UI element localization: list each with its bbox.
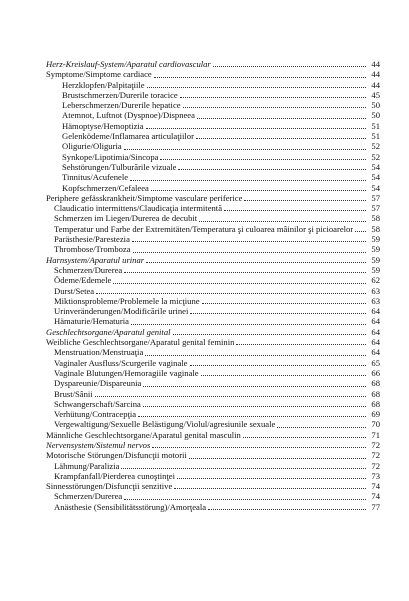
toc-entry-page: 74 (371, 491, 380, 502)
toc-entry-page: 44 (371, 59, 380, 69)
toc-entry (46, 80, 380, 90)
toc-entry-title: Weibliche Geschlechtsorgane/Aparatul genital feminin (46, 337, 235, 348)
toc-entry-title: Gelenködeme/Inflamarea articulaţiilor (62, 131, 194, 142)
toc-entry (46, 286, 380, 296)
toc-entry-title: Synkope/Lipotimia/Sincopa (62, 151, 159, 162)
dot-leader (183, 107, 366, 108)
dot-leader (145, 355, 366, 356)
toc-entry (46, 172, 380, 182)
toc-entry (46, 110, 380, 120)
dot-leader (160, 159, 366, 160)
toc-entry-page: 63 (371, 285, 380, 296)
toc-entry-page: 70 (371, 419, 380, 430)
toc-entry-page: 57 (371, 203, 380, 214)
toc-entry (46, 347, 380, 357)
toc-entry (46, 337, 380, 347)
toc-entry-page: 59 (371, 244, 380, 255)
dot-leader (130, 180, 366, 181)
dot-leader (132, 241, 366, 242)
toc-entry (46, 491, 380, 501)
toc-entry (46, 255, 380, 265)
dot-leader (190, 313, 366, 314)
dot-leader (202, 303, 366, 304)
toc-entry (46, 502, 380, 512)
toc-entry (46, 481, 380, 491)
toc-entry-title: Atemnot, Luftnot (Dyspnoe)/Dispneea (62, 110, 195, 121)
toc-entry-page: 77 (371, 501, 380, 512)
toc-entry-page: 58 (371, 223, 380, 234)
dot-leader (213, 66, 366, 67)
toc-entry (46, 59, 380, 69)
toc-entry-title: Kopfschmerzen/Cefaleea (62, 182, 149, 193)
dot-leader (152, 447, 366, 448)
toc-entry (46, 389, 380, 399)
toc-entry (46, 244, 380, 254)
toc-entry-title: Motorische Störungen/Disfuncţii motorii (46, 450, 187, 461)
toc-entry-title: Symptome/Simptome cardiace (46, 69, 152, 80)
dot-leader (196, 138, 366, 139)
toc-entry-title: Sinnesstörungen/Disfuncţii senzitive (46, 481, 173, 492)
dot-leader (180, 97, 366, 98)
dot-leader (138, 416, 366, 417)
toc-entry-title: Hämoptyse/Hemoptizia (62, 120, 144, 131)
toc-entry-page: 68 (371, 378, 380, 389)
toc-entry-title: Hämaturie/Hematuria (54, 316, 129, 327)
toc-entry (46, 265, 380, 275)
toc-entry-page: 52 (371, 151, 380, 162)
dot-leader (201, 375, 366, 376)
toc-entry-page: 52 (371, 141, 380, 152)
toc-entry (46, 399, 380, 409)
toc-entry-title: Menstruation/Menstruaţia (54, 347, 144, 358)
toc-entry-title: Durst/Setea (54, 285, 95, 296)
toc-entry (46, 141, 380, 151)
toc-entry-page: 64 (371, 326, 380, 337)
toc-entry (46, 90, 380, 100)
toc-entry-title: Tinnitus/Acufenele (62, 172, 129, 183)
toc-entry-title: Sehstörungen/Tulburările vizuale (62, 161, 177, 172)
dot-leader (124, 272, 366, 273)
toc-entry-page: 44 (371, 79, 380, 90)
toc-entry-page: 72 (371, 439, 380, 450)
toc-entry-title: Vergewaltigung/Sexuelle Belästigung/Violul/agresiunile sexuale (54, 419, 276, 430)
dot-leader (236, 344, 366, 345)
dot-leader (244, 200, 366, 201)
toc-entry-title: Krampfanfall/Pierderea cunoştinţei (54, 470, 175, 481)
toc-entry (46, 121, 380, 131)
dot-leader (143, 406, 366, 407)
toc-entry-title: Oligurie/Oliguria (62, 141, 122, 152)
toc-entry (46, 316, 380, 326)
toc-entry-title: Claudicatio intermittens/Claudicaţia intermitentă (54, 203, 223, 214)
toc-entry-page: 57 (371, 192, 380, 203)
toc-entry-title: Harnsystem/Aparatul urinar (46, 254, 145, 265)
dot-leader (173, 334, 366, 335)
toc-entry-title: Brust/Sânii (54, 388, 93, 399)
dot-leader (113, 283, 366, 284)
dot-leader (124, 499, 366, 500)
toc-entry-page: 64 (371, 337, 380, 348)
toc-entry-title: Ödeme/Edemele (54, 275, 112, 286)
toc-entry (46, 440, 380, 450)
toc-entry-title: Schmerzen/Durerea (54, 491, 123, 502)
toc-entry (46, 193, 380, 203)
toc-entry (46, 183, 380, 193)
toc-entry-title: Schmerzen im Liegen/Durerea de decubit (54, 213, 198, 224)
toc-entry-page: 64 (371, 347, 380, 358)
toc-entry-page: 68 (371, 388, 380, 399)
toc-entry-page: 59 (371, 264, 380, 275)
toc-entry-page: 51 (371, 131, 380, 142)
dot-leader (131, 324, 366, 325)
toc-entry-page: 69 (371, 409, 380, 420)
dot-leader (151, 190, 366, 191)
toc-entry (46, 152, 380, 162)
toc-entry-page: 54 (371, 182, 380, 193)
toc-entry-page: 58 (371, 213, 380, 224)
toc-entry-page: 51 (371, 120, 380, 131)
dot-leader (146, 262, 366, 263)
toc-entry-page: 72 (371, 450, 380, 461)
toc-entry-page: 66 (371, 367, 380, 378)
dot-leader (154, 77, 366, 78)
toc-entry-title: Anästhesie (Sensibilitätsstörung)/Amorţeala (54, 501, 207, 512)
toc-entry-page: 59 (371, 254, 380, 265)
dot-leader (243, 437, 366, 438)
dot-leader (124, 149, 366, 150)
table-of-contents (46, 59, 380, 512)
toc-entry-title: Lähmung/Paralizia (54, 460, 120, 471)
dot-leader (208, 509, 366, 510)
toc-entry-page: 54 (371, 172, 380, 183)
toc-entry-title: Temperatur und Farbe der Extremitäten/Temperatura şi culoarea mâinilor şi picioarelor (54, 223, 354, 234)
toc-entry (46, 234, 380, 244)
toc-entry-title: Schwangerschaft/Sarcina (54, 398, 141, 409)
toc-entry-title: Brustschmerzen/Durerile toracice (62, 89, 178, 100)
toc-entry-title: Dyspareunie/Dispareunia (54, 378, 142, 389)
toc-entry-page: 50 (371, 110, 380, 121)
dot-leader (190, 365, 367, 366)
dot-leader (197, 118, 366, 119)
dot-leader (146, 128, 366, 129)
toc-entry (46, 327, 380, 337)
toc-entry-page: 65 (371, 357, 380, 368)
dot-leader (177, 478, 366, 479)
dot-leader (174, 488, 366, 489)
toc-entry-page: 54 (371, 161, 380, 172)
toc-entry (46, 296, 380, 306)
toc-entry-title: Herz-Kreislauf-System/Aparatul cardiovascular (46, 59, 211, 69)
dot-leader (133, 252, 366, 253)
toc-entry (46, 378, 380, 388)
toc-entry (46, 450, 380, 460)
toc-entry-page: 74 (371, 481, 380, 492)
toc-entry (46, 162, 380, 172)
toc-entry-title: Miktionsprobleme/Problemele la micţiune (54, 295, 200, 306)
toc-entry-title: Periphere gefässkrankheit/Simptome vasculare periferice (46, 192, 243, 203)
toc-entry-title: Männliche Geschlechtsorgane/Aparatul genital masculin (46, 429, 241, 440)
toc-entry-page: 63 (371, 295, 380, 306)
toc-entry (46, 100, 380, 110)
toc-entry (46, 471, 380, 481)
toc-entry-title: Leberschmerzen/Durerile hepatice (62, 100, 181, 111)
toc-entry-page: 59 (371, 234, 380, 245)
dot-leader (178, 169, 366, 170)
dot-leader (277, 427, 366, 428)
toc-entry (46, 409, 380, 419)
toc-entry (46, 213, 380, 223)
toc-entry (46, 419, 380, 429)
dot-leader (96, 293, 366, 294)
toc-entry (46, 275, 380, 285)
toc-entry-page: 64 (371, 306, 380, 317)
toc-entry (46, 203, 380, 213)
toc-entry-page: 45 (371, 89, 380, 100)
toc-entry (46, 461, 380, 471)
toc-entry (46, 306, 380, 316)
toc-entry-page: 71 (371, 429, 380, 440)
dot-leader (121, 468, 366, 469)
toc-entry-title: Vaginaler Ausfluss/Scurgerile vaginale (54, 357, 188, 368)
toc-entry-page: 73 (371, 470, 380, 481)
dot-leader (95, 396, 366, 397)
toc-entry-page: 44 (371, 69, 380, 80)
toc-entry-page: 68 (371, 398, 380, 409)
toc-entry-title: Verhütung/Contracepţia (54, 409, 137, 420)
dot-leader (199, 221, 366, 222)
toc-entry (46, 430, 380, 440)
toc-entry-title: Herzklopfen/Palpitaţiile (62, 79, 145, 90)
toc-entry-title: Thrombose/Tromboza (54, 244, 131, 255)
dot-leader (189, 458, 366, 459)
toc-entry-page: 72 (371, 460, 380, 471)
toc-entry (46, 224, 380, 234)
dot-leader (355, 231, 366, 232)
toc-entry (46, 368, 380, 378)
toc-entry-title: Parästhesie/Parestezia (54, 234, 130, 245)
toc-entry-title: Geschlechtsorgane/Aparatul genital (46, 326, 171, 337)
dot-leader (143, 386, 366, 387)
dot-leader (147, 87, 366, 88)
toc-entry-page: 62 (371, 275, 380, 286)
toc-entry-title: Vaginale Blutungen/Hemoragiile vaginale (54, 367, 199, 378)
toc-entry-page: 50 (371, 100, 380, 111)
toc-entry-title: Urinveränderungen/Modificările urinei (54, 306, 189, 317)
toc-entry-title: Nervensystem/Sistemul nervos (46, 439, 151, 450)
toc-entry (46, 131, 380, 141)
toc-entry-title: Schmerzen/Durerea (54, 264, 123, 275)
toc-entry-page: 64 (371, 316, 380, 327)
toc-entry (46, 69, 380, 79)
toc-entry (46, 358, 380, 368)
dot-leader (224, 210, 366, 211)
